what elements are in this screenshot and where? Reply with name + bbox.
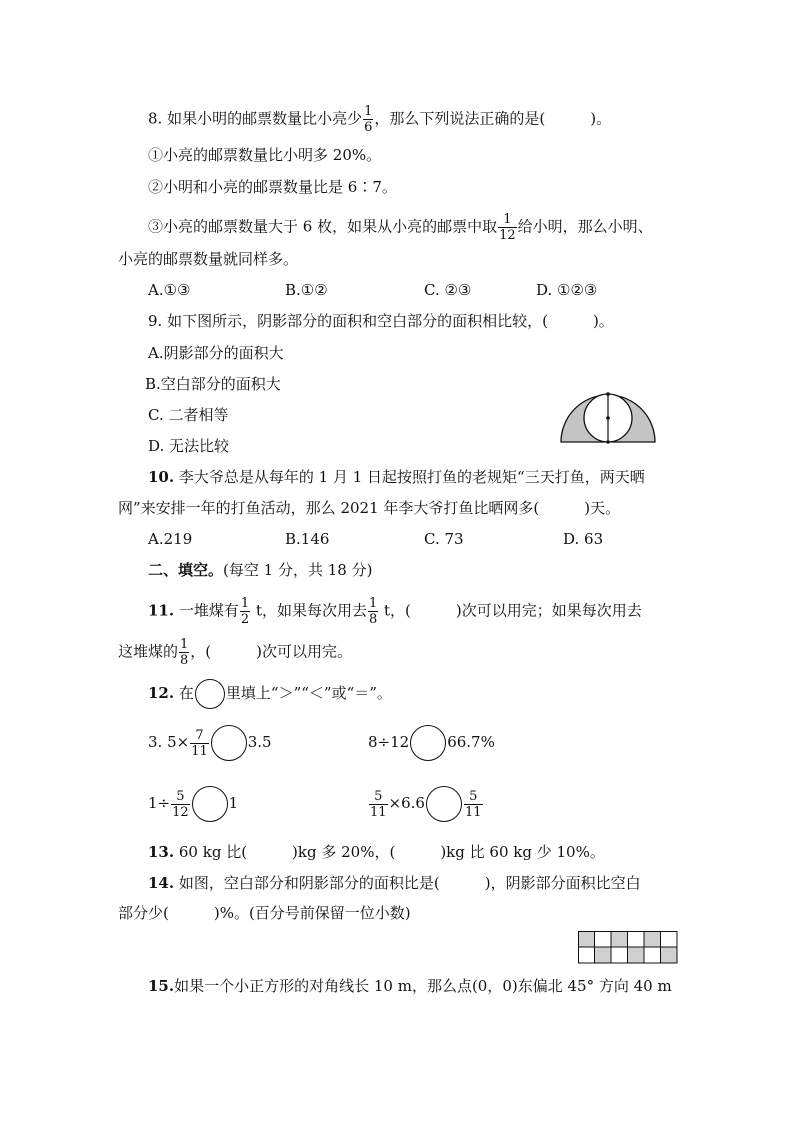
q8-fraction: $\frac{1}{6}$ — [364, 104, 373, 135]
q11-fraction-1: $\frac{1}{2}$ — [240, 596, 250, 627]
q9-number: 9. — [148, 312, 163, 330]
q14-number: 14. — [148, 874, 175, 892]
q13-stem: 13. 60 kg 比( )kg 多 20%，( )kg 比 60 kg 少 10%。 — [148, 843, 605, 861]
q9-option-a: A.阴影部分的面积大 — [148, 344, 284, 362]
q8-option-c: C. ②③ — [424, 281, 472, 299]
q8-stem-b: ，那么下列说法正确的是( )。 — [374, 109, 612, 128]
q8-option-d: D. ①②③ — [536, 281, 598, 299]
q9-stem: 9. 如下图所示，阴影部分的面积和空白部分的面积相比较，( )。 — [148, 312, 614, 330]
q12-stem: 12. 在 里填上“＞”“＜”或“＝”。 — [148, 679, 392, 709]
q15-stem: 15.如果一个小正方形的对角线长 10 m，那么点(0，0)东偏北 45° 方向 40 m — [148, 977, 672, 995]
q15-number: 15. — [148, 977, 175, 995]
q13-number: 13. — [148, 843, 175, 861]
q10-option-c: C. 73 — [424, 530, 464, 548]
q8-option-a: A.①③ — [148, 281, 191, 299]
q8-statement-1: ①小亮的邮票数量比小明多 20%。 — [148, 146, 382, 164]
q11-number: 11. — [148, 601, 175, 620]
answer-circle-4[interactable] — [426, 786, 462, 822]
q10-option-a: A.219 — [148, 530, 193, 548]
q14-line2: 部分少( )%。(百分号前保留一位小数) — [118, 904, 411, 922]
q9-option-d: D. 无法比较 — [148, 437, 230, 455]
q8-option-b: B.①② — [285, 281, 328, 299]
q10-number: 10. — [148, 468, 175, 486]
q12-expression-3: 1÷ $\frac{5}{12}$ 1 — [148, 786, 238, 822]
answer-circle-example — [195, 679, 225, 709]
q9-option-c: C. 二者相等 — [148, 406, 229, 424]
q12-expression-4: $\frac{5}{11}$ ×6.6 $\frac{5}{11}$ — [368, 786, 484, 822]
q8-statement-2: ②小明和小亮的邮票数量比是 6∶7。 — [148, 178, 397, 196]
answer-circle-1[interactable] — [211, 725, 247, 761]
q8-statement-3-cont: 小亮的邮票数量就同样多。 — [118, 250, 299, 268]
section-2-heading — [148, 560, 372, 580]
answer-circle-3[interactable] — [192, 786, 228, 822]
q10-option-d: D. 63 — [563, 530, 604, 548]
q11-line1: 11. 一堆煤有 $\frac{1}{2}$ t，如果每次用去 $\frac{1}{8}$ t，( )次可以用完；如果每次用去 — [148, 596, 642, 627]
q10-option-b: B.146 — [285, 530, 330, 548]
q14-line1: 14. 如图，空白部分和阴影部分的面积比是( )，阴影部分面积比空白 — [148, 874, 641, 892]
q9-option-b: B.空白部分的面积大 — [145, 375, 281, 393]
q10-stem-line2: 网”来安排一年的打鱼活动，那么 2021 年李大爷打鱼比晒网多( )天。 — [118, 499, 621, 517]
q8-stem-a: 如果小明的邮票数量比小亮少 — [167, 109, 363, 128]
q8-statement-3: ③小亮的邮票数量大于 6 枚，如果从小亮的邮票中取 $\frac{1}{12}$ 给小明，那么小明、 — [148, 212, 653, 243]
q8-stem — [148, 104, 611, 135]
q11-fraction-3: $\frac{1}{8}$ — [180, 637, 189, 668]
section-2-note: (每空 1 分，共 18 分) — [223, 561, 373, 579]
answer-circle-2[interactable] — [410, 725, 446, 761]
q8-number: 8. — [148, 109, 163, 128]
q8-s3-fraction: $\frac{1}{12}$ — [499, 212, 516, 243]
q12-expression-2: 8÷12 66.7% — [368, 725, 495, 761]
q11-line2: 这堆煤的 $\frac{1}{8}$ ，( )次可以用完。 — [118, 637, 353, 668]
q12-number: 12. — [148, 684, 175, 702]
section-2-title: 二、填空。 — [148, 561, 224, 579]
semicircle-figure — [558, 365, 658, 445]
q10-stem-line1: 10. 李大爷总是从每年的 1 月 1 日起按照打鱼的老规矩“三天打鱼，两天晒 — [148, 468, 645, 486]
q12-expression-1: 3. 5× $\frac{7}{11}$ 3.5 — [148, 725, 272, 761]
grid-figure — [578, 931, 678, 965]
q11-fraction-2: $\frac{1}{8}$ — [368, 596, 378, 627]
